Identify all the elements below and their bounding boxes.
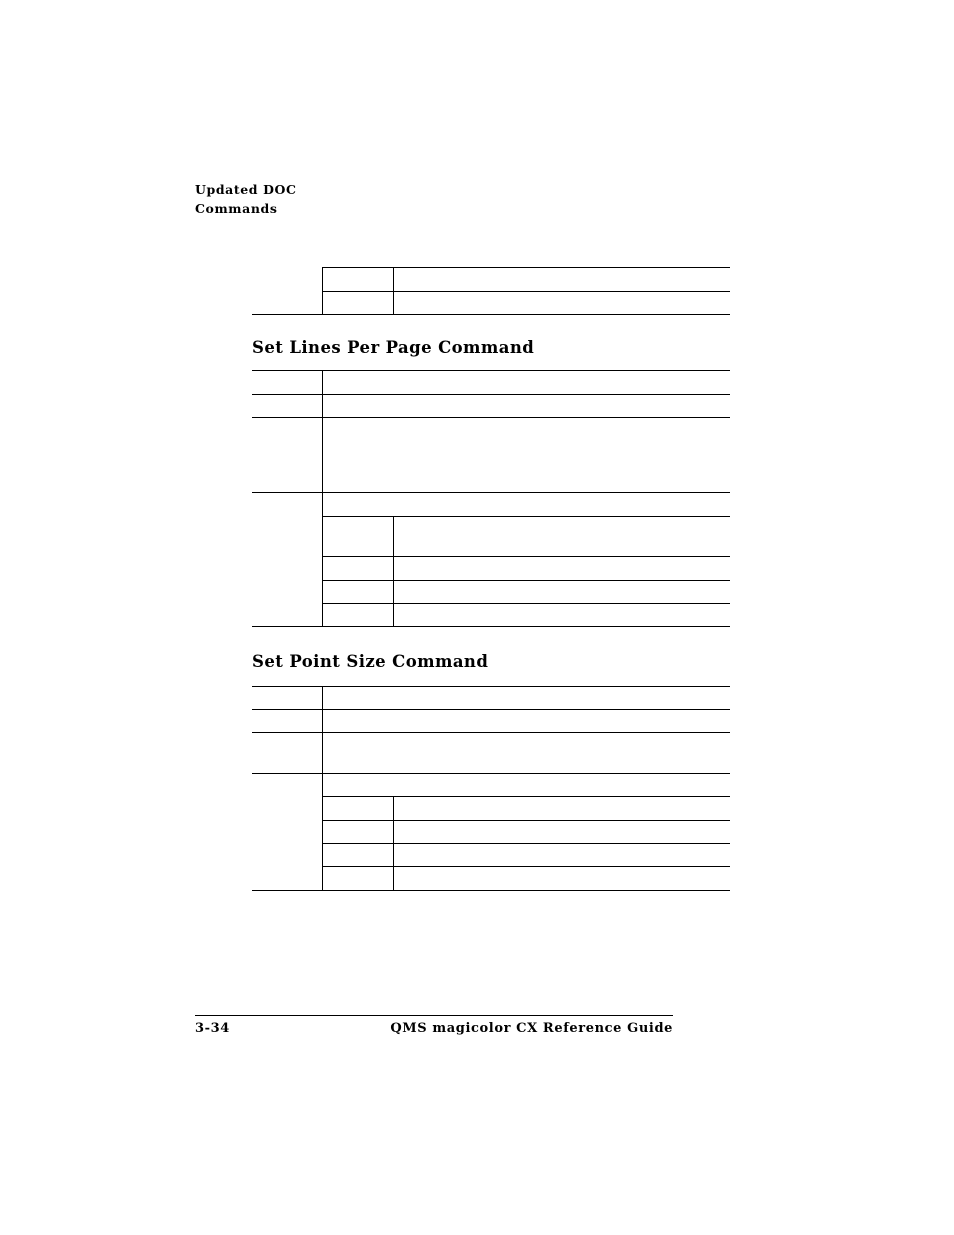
table-rule [252, 394, 730, 395]
table-rule [252, 709, 730, 710]
table-rule [252, 890, 730, 891]
footer-page-number: 3-34 [195, 1021, 230, 1036]
section-title-lines-per-page: Set Lines Per Page Command [252, 338, 535, 357]
table-rule [252, 370, 730, 371]
footer-rule [195, 1015, 673, 1016]
table-rule [252, 732, 730, 733]
footer-book-title: QMS magicolor CX Reference Guide [390, 1021, 673, 1036]
table-column-divider [393, 516, 394, 626]
table-column-divider [393, 796, 394, 890]
table-rule [252, 773, 730, 774]
table-rule [322, 556, 730, 557]
table-rule [252, 417, 730, 418]
table-rule [322, 796, 730, 797]
table-column-divider [322, 267, 323, 314]
table-rule [322, 843, 730, 844]
table-rule [322, 291, 730, 292]
table-rule [252, 492, 730, 493]
running-header-line2: Commands [195, 201, 278, 216]
table-rule [322, 820, 730, 821]
table-rule [322, 580, 730, 581]
table-column-divider [322, 686, 323, 890]
table-rule [322, 603, 730, 604]
table-rule [322, 866, 730, 867]
table-column-divider [322, 370, 323, 626]
section-title-point-size: Set Point Size Command [252, 652, 489, 671]
table-rule [252, 686, 730, 687]
table-rule [322, 516, 730, 517]
table-rule [322, 267, 730, 268]
table-rule [252, 314, 730, 315]
table-column-divider [393, 267, 394, 314]
table-rule [252, 626, 730, 627]
running-header-line1: Updated DOC [195, 182, 297, 197]
running-header [195, 180, 297, 218]
